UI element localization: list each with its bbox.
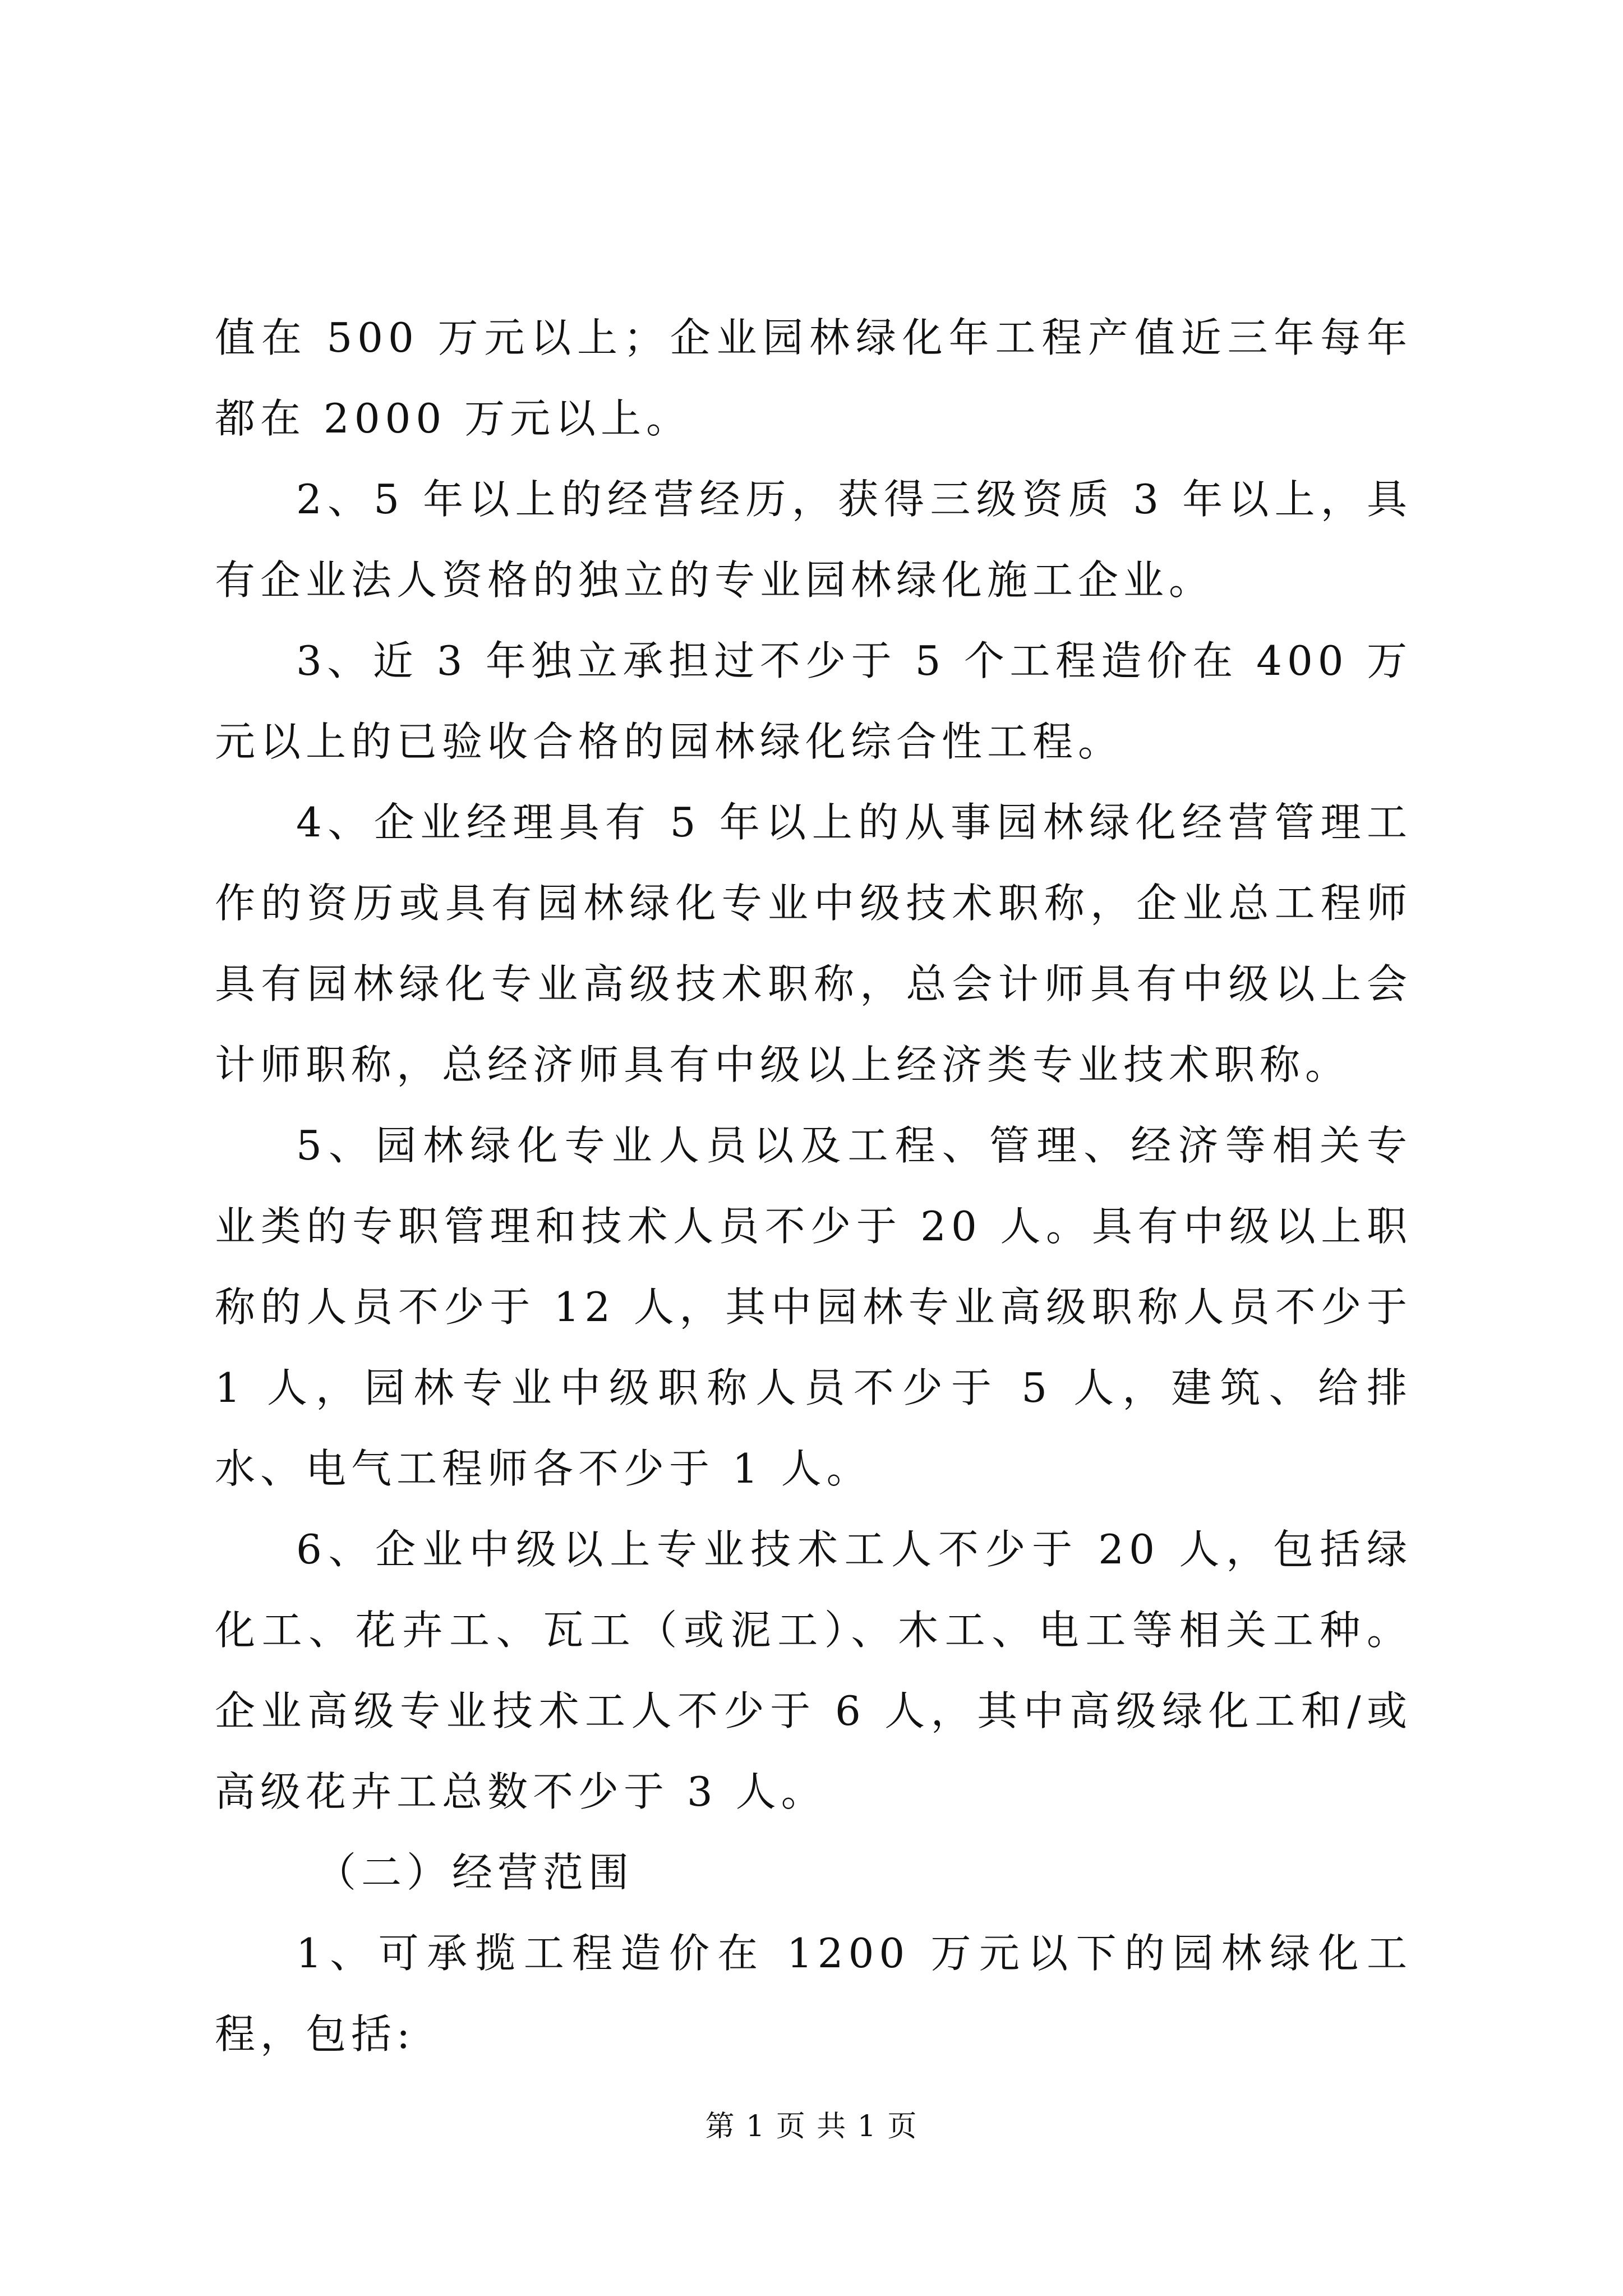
paragraph-item-5: 5、园林绿化专业人员以及工程、管理、经济等相关专业类的专职管理和技术人员不少于 20 人。具有中级以上职称的人员不少于 12 人，其中园林专业高级职称人员不少于 1 人，园林专业中级职称人员不少于 5 人，建筑、给排水、电气工程师各不少于 1 人。 (215, 1122, 1430, 1492)
paragraph-item-4: 4、企业经理具有 5 年以上的从事园林绿化经营管理工作的资历或具有园林绿化专业中级技术职称，企业总工程师具有园林绿化专业高级技术职称，总会计师具有中级以上会计师职称，总经济师具有中级以上经济类专业技术职称。 (215, 799, 1412, 1088)
page-footer: 第 1 页 共 1 页 (705, 2110, 918, 2143)
section-heading-business-scope: （二）经营范围 (316, 1849, 634, 1896)
paragraph-item-3: 3、近 3 年独立承担过不少于 5 个工程造价在 400 万元以上的已验收合格的园林绿化综合性工程。 (215, 637, 1412, 765)
paragraph-item-2: 2、5 年以上的经营经历，获得三级资质 3 年以上，具有企业法人资格的独立的专业园林绿化施工企业。 (215, 476, 1412, 604)
document-body (215, 297, 1430, 2074)
paragraph-scope-item-1: 1、可承揽工程造价在 1200 万元以下的园林绿化工程，包括: (215, 1930, 1412, 2058)
paragraph-continued: 值在 500 万元以上；企业园林绿化年工程产值近三年每年都在 2000 万元以上。 (215, 314, 1412, 442)
paragraph-item-6: 6、企业中级以上专业技术工人不少于 20 人，包括绿化工、花卉工、瓦工（或泥工）、木工、电工等相关工种。企业高级专业技术工人不少于 6 人，其中高级绿化工和/或高级花卉工总数不少于 3 人。 (215, 1526, 1412, 1815)
